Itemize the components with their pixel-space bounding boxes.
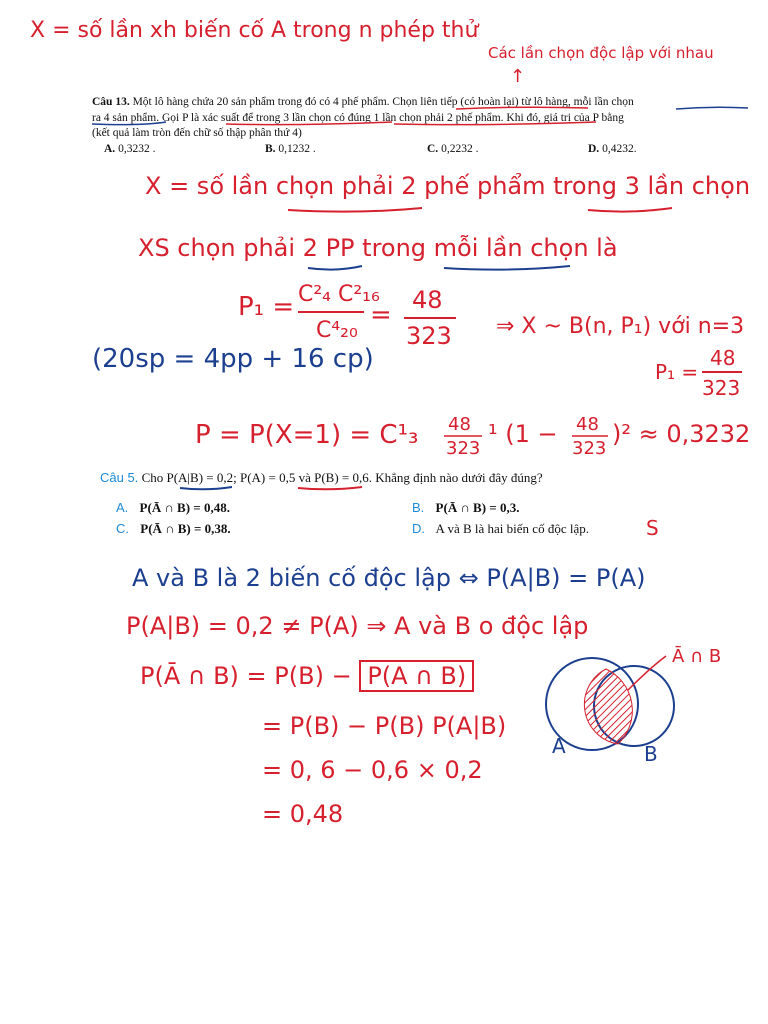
- underline-dung-1-lan: [394, 122, 596, 125]
- p1-equals: =: [370, 300, 392, 330]
- composition-note: (20sp = 4pp + 16 cp): [92, 344, 374, 374]
- note-independence: Các lần chọn độc lập với nhau: [488, 44, 714, 62]
- q5-option-a-letter: A.: [116, 500, 129, 515]
- q13-option-b-text: 0,1232 .: [278, 143, 316, 155]
- question13-line3: (kết quả làm tròn đến chữ số thập phân thứ 4): [92, 127, 302, 139]
- underline-ra-4: [92, 122, 166, 125]
- solution5-check: P(A|B) = 0,2 ≠ P(A) ⇒ A và B o độc lập: [126, 612, 589, 640]
- solution13-prob-intro: XS chọn phải 2 PP trong mỗi lần chọn là: [138, 234, 618, 262]
- note-arrow: ↑: [510, 66, 526, 87]
- final-frac2-den: 323: [572, 438, 607, 459]
- binomial-statement: ⇒ X ~ B(n, P₁) với n=3: [496, 314, 745, 339]
- solution5-step2: = P(B) − P(B) P(A|B): [262, 712, 507, 740]
- solution5-step4: = 0,48: [262, 800, 344, 828]
- underline-2pp: [308, 266, 362, 270]
- q5-option-b-letter: B.: [412, 500, 425, 515]
- p1-value-num: 48: [412, 286, 443, 314]
- question13-label: Câu 13.: [92, 96, 130, 108]
- q13-option-c-text: 0,2232 .: [441, 143, 479, 155]
- p1-again-lhs: P₁ =: [655, 360, 699, 384]
- q13-option-c-letter: C.: [427, 143, 439, 155]
- final-frac2-num: 48: [576, 414, 599, 435]
- final-lhs: P = P(X=1) = C¹₃: [195, 420, 419, 450]
- q13-option-a-letter: A.: [104, 143, 116, 155]
- solution5-independence: A và B là 2 biến cố độc lập ⇔ P(A|B) = P(A): [132, 564, 646, 592]
- underline-xac-suat: [226, 122, 392, 125]
- p1-denominator: C⁴₂₀: [316, 318, 358, 343]
- p1-lhs: P₁ =: [238, 292, 295, 322]
- venn-intersection-label: Ā ∩ B: [672, 646, 722, 667]
- q5-option-c-letter: C.: [116, 521, 129, 536]
- q5-option-d-letter: D.: [412, 521, 425, 536]
- final-tail: )² ≈ 0,3232: [612, 420, 751, 448]
- underline-chon-lien-tiep: [456, 107, 588, 109]
- venn-label-b: B: [644, 742, 658, 766]
- q13-option-d-letter: D.: [588, 143, 600, 155]
- solution5-step1-text: P(Ā ∩ B) = P(B) −: [140, 662, 352, 690]
- underline-moi-lan-chon: [676, 107, 748, 109]
- q5-option-d-text: A và B là hai biến cố độc lập.: [435, 521, 589, 536]
- q13-option-d-text: 0,4232.: [602, 143, 637, 155]
- underline-pa: [298, 487, 362, 489]
- underline-2-pham: [288, 208, 422, 212]
- question13-text-line1: Một lô hàng chứa 20 sản phẩm trong đó có 4 phế phẩm. Chọn liên tiếp (có hoàn lại) từ lô hàng, mỗi lần chọn: [132, 96, 634, 108]
- underline-moi-lan: [444, 266, 570, 270]
- final-mid: ¹ (1 −: [488, 420, 558, 448]
- p1-numerator: C²₄ C²₁₆: [298, 282, 380, 307]
- solution5-step1-boxed: P(A ∩ B): [359, 660, 474, 692]
- question5-stem: Cho P(A|B) = 0,2; P(A) = 0,5 và P(B) = 0,6. Khẳng định nào dưới đây đúng?: [141, 470, 543, 485]
- q5-option-a-text: P(Ā ∩ B) = 0,48.: [139, 500, 230, 515]
- p1-value-den: 323: [406, 322, 452, 350]
- note-x-definition: X = số lần xh biến cố A trong n phép thử: [30, 18, 479, 43]
- question5-label: Câu 5.: [100, 470, 139, 485]
- q5-option-b-text: P(Ā ∩ B) = 0,3.: [435, 500, 520, 515]
- solution13-x-definition: X = số lần chọn phải 2 phế phẩm trong 3 lần chọn: [145, 172, 751, 200]
- question13-line2: ra 4 sản phẩm. Gọi P là xác suất để trong 3 lần chọn có đúng 1 lần chọn phải 2 phế phẩm. Khi đó, giá trị của P bằng: [92, 112, 624, 124]
- underline-3-lan: [588, 208, 672, 212]
- underline-pab: [180, 487, 232, 489]
- venn-label-a: A: [552, 734, 566, 758]
- p1-again-den: 323: [702, 376, 741, 400]
- p1-again-num: 48: [710, 346, 736, 370]
- venn-hatched-region: [584, 669, 632, 744]
- final-frac-den: 323: [446, 438, 481, 459]
- q5-option-c-text: P(Ā ∩ B) = 0,38.: [140, 521, 231, 536]
- q13-option-a-text: 0,3232 .: [118, 143, 156, 155]
- venn-pointer: [628, 656, 666, 690]
- q5-mark-s: S: [646, 516, 659, 540]
- q13-option-b-letter: B.: [265, 143, 276, 155]
- final-frac-num: 48: [448, 414, 471, 435]
- solution5-step3: = 0, 6 − 0,6 × 0,2: [262, 756, 483, 784]
